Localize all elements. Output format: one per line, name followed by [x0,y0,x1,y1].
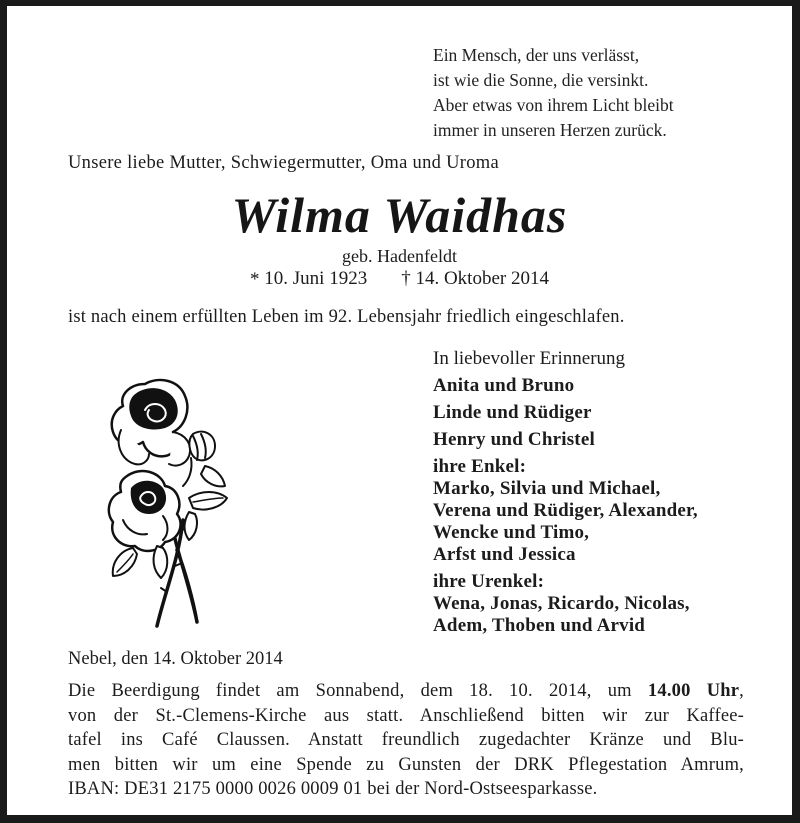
mourners-column [433,348,763,637]
funeral-line: men bitten wir um eine Spende zu Gunsten der DRK Pflegestation Amrum, [68,754,744,775]
mourner-line: Adem, Thoben und Arvid [433,615,646,636]
mourner-line: Arfst und Jessica [433,544,576,565]
rose-illustration [93,370,238,640]
death-date-text: 14. Oktober 2014 [415,268,549,289]
mourner-line: Henry und Christel [433,429,595,450]
funeral-line: tafel ins Café Claussen. Anstatt freundlich zugedachter Kränze und Blu- [68,730,744,750]
birth-star-icon: * [250,269,260,290]
verse-line: ist wie die Sonne, die versinkt. [433,70,649,90]
funeral-line: IBAN: DE31 2175 0000 0026 0009 01 bei der Nord-Ostseesparkasse. [68,779,598,799]
mourner-line: Marko, Silvia und Michael, [433,478,661,499]
announcement-line: ist nach einem erfüllten Leben im 92. Lebensjahr friedlich eingeschlafen. [68,307,625,327]
maiden-name: geb. Hadenfeldt [342,246,457,266]
death-date [401,268,549,289]
verse-line: Ein Mensch, der uns verlässt, [433,45,640,65]
mourner-line: ihre Enkel: [433,456,527,477]
place-date-line: Nebel, den 14. Oktober 2014 [68,649,283,669]
mourner-line: Verena und Rüdiger, Alexander, [433,500,698,521]
funeral-line: von der St.-Clemens-Kirche aus statt. Anschließend bitten wir zur Kaffee- [68,705,744,726]
mourner-line: Linde und Rüdiger [433,402,592,423]
funeral-line: Die Beerdigung findet am Sonnabend, dem 18. 10. 2014, um 14.00 Uhr, [68,681,744,701]
salutation-line: Unsere liebe Mutter, Schwiegermutter, Oma und Uroma [68,153,499,173]
deceased-name: Wilma Waidhas [231,187,568,243]
mourners-list [433,375,763,637]
death-dagger-icon: † [401,268,411,289]
mourner-line: ihre Urenkel: [433,571,545,592]
verse-line: immer in unseren Herzen zurück. [433,120,667,140]
birth-date-text: 10. Juni 1923 [264,268,368,289]
mourner-line: Wena, Jonas, Ricardo, Nicolas, [433,593,690,614]
funeral-paragraph [68,679,744,802]
mourner-line: Anita und Bruno [433,375,575,396]
birth-date [250,268,367,290]
life-dates [7,268,792,290]
remembrance-heading: In liebevoller Erinnerung [433,348,626,369]
verse-line: Aber etwas von ihrem Licht bleibt [433,95,674,115]
mourner-line: Wencke und Timo, [433,522,590,543]
memorial-verse [433,43,674,143]
